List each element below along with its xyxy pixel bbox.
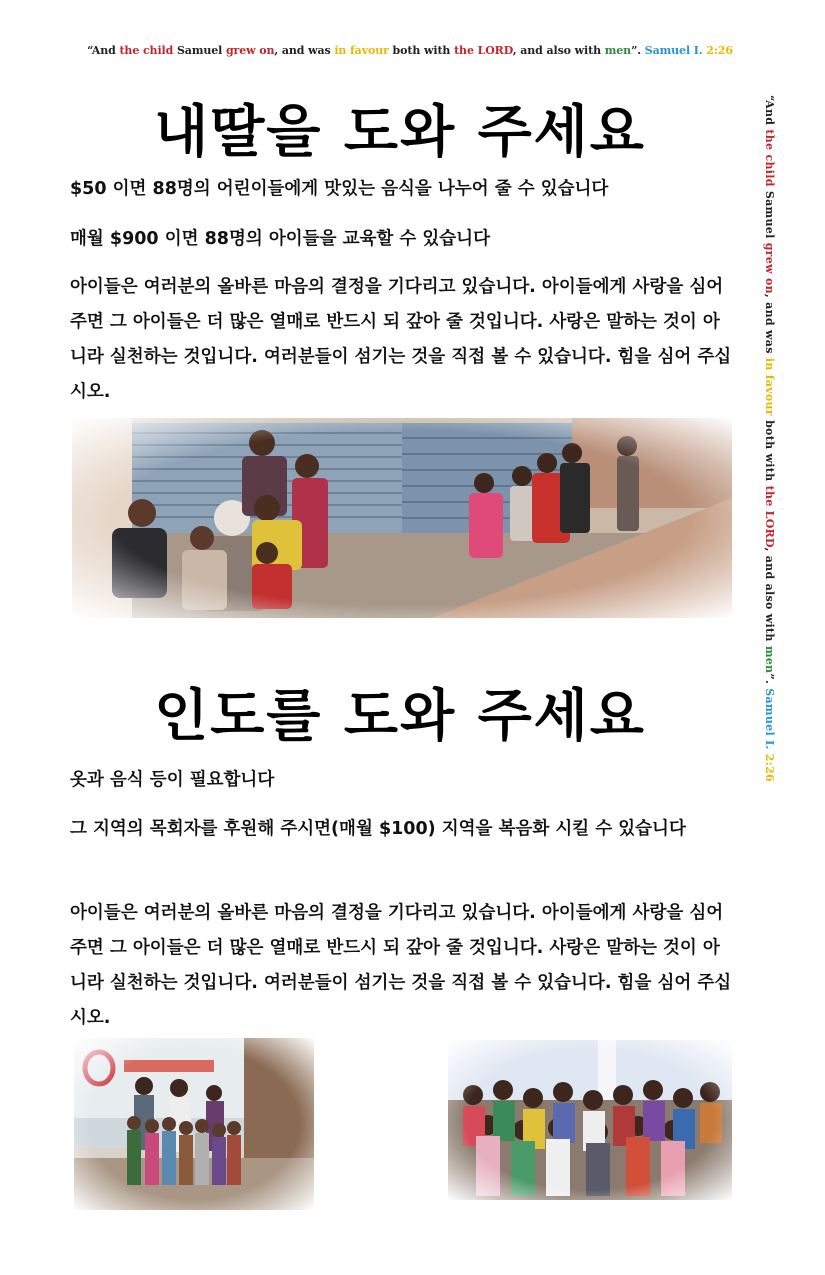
verse-word: “And [763,95,776,130]
verse-sidebar [763,95,776,795]
section1-line2: 매월 $900 이면 88명의 아이들을 교육할 수 있습니다 [70,229,490,249]
verse-word: both with [763,415,776,486]
verse-word: , and was [274,44,335,57]
india-village-photo [74,1038,314,1210]
verse-word: Samuel [763,186,776,243]
verse-word: in favour [334,44,389,57]
verse-word: Samuel I. [763,688,776,750]
verse-word: men [763,645,776,674]
section2-title: 인도를 도와 주세요 [154,684,646,749]
verse-word: “And [87,44,120,57]
verse-word: , and was [763,293,776,358]
section1-body: 아이들은 여러분의 올바른 마음의 결정을 기다리고 있습니다. 아이들에게 사랑을 심어 주면 그 아이들은 더 많은 열매로 반드시 되 갚아 줄 것입니다. 사랑은 말하는 것이 아니라 실천하는 것입니다. 여러분들이 섬기는 것을 직접 볼 수 있습니다. 힘을 심어 주십시오. [70,277,732,402]
section2-line1: 옷과 음식 등이 필요합니다 [70,770,275,790]
verse-word: the child [763,129,776,187]
verse-word: the LORD [454,44,513,57]
section1-title: 내딸을 도와 주세요 [154,100,646,165]
verse-word: grew on [763,242,776,294]
india-children-group-photo [448,1040,732,1200]
verse-word: Samuel I. [644,44,703,57]
section2-line2: 그 지역의 목회자를 후원해 주시면(매월 $100) 지역을 복음화 시킬 수 있습니다 [70,819,686,839]
india-village-image [74,1038,314,1210]
verse-word: ”. [763,673,776,689]
verse-word: men [604,44,632,57]
verse-header [40,44,780,57]
verse-word: ”. [631,44,645,57]
verse-word: , and also with [763,547,776,646]
section1-line1: $50 이면 88명의 어린이들에게 맛있는 음식을 나누어 줄 수 있습니다 [70,179,609,199]
india-children-group-image [448,1040,732,1200]
verse-word: , and also with [512,44,605,57]
nepal-children-photo [72,418,732,618]
verse-word: in favour [763,357,776,416]
nepal-children-image [72,418,732,618]
verse-word: both with [388,44,455,57]
verse-word: the LORD [763,485,776,548]
verse-word: the child [119,44,174,57]
verse-word: Samuel [173,44,226,57]
verse-word: grew on [225,44,275,57]
verse-word: 2:26 [702,44,733,57]
section2-body: 아이들은 여러분의 올바른 마음의 결정을 기다리고 있습니다. 아이들에게 사랑을 심어 주면 그 아이들은 더 많은 열매로 반드시 되 갚아 줄 것입니다. 사랑은 말하는 것이 아니라 실천하는 것입니다. 여러분들이 섬기는 것을 직접 볼 수 있습니다. 힘을 심어 주십시오. [70,903,732,1028]
verse-word: 2:26 [763,749,776,782]
